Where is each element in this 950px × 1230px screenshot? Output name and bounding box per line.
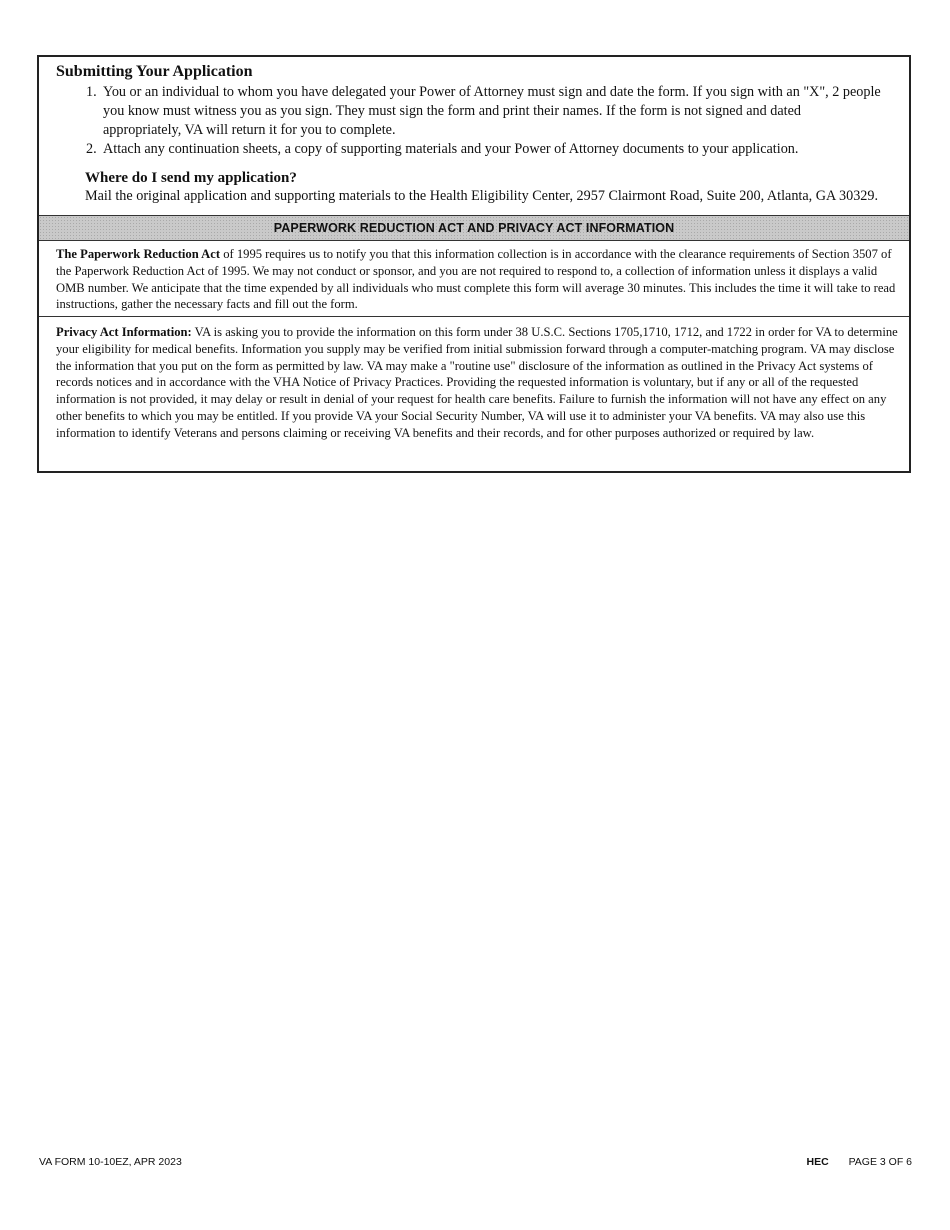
paragraph-lead: The Paperwork Reduction Act (56, 247, 221, 261)
list-item (39, 140, 909, 159)
page-number: PAGE 3 OF 6 (848, 1156, 912, 1168)
step-text: Attach any continuation sheets, a copy of supporting materials and your Power of Attorney documents to your application. (103, 141, 799, 157)
step-number: 1. (86, 84, 97, 100)
section-banner (39, 215, 909, 241)
paragraph-text: of 1995 requires us to notify you that this information collection is in accordance with the clearance requirements of Section 3507 of the Paperwork Reduction Act of 1995. We may not conduct or sponsor, and you are not required to respond to, a collection of information unless it displays a valid OMB number. We anticipate that the time expended by all individuals who must complete this form will average 30 minutes. This includes the time it will take to read instructions, gather the necessary facts and fill out the form. (56, 247, 896, 312)
where-heading: Where do I send my application? (85, 170, 297, 186)
banner-title: PAPERWORK REDUCTION ACT AND PRIVACY ACT INFORMATION (273, 221, 675, 235)
divider (39, 316, 909, 317)
step-number: 2. (86, 141, 97, 157)
steps-list (39, 83, 909, 159)
step-text: You or an individual to whom you have delegated your Power of Attorney must sign and date the form. If you sign with an "X", 2 people you know must witness you as you sign. They must sign the form and print their names. If the form is not signed and dated appropriately, VA will return it for you to complete. (103, 84, 881, 138)
submitting-section (39, 57, 909, 215)
paperwork-reduction-paragraph (56, 246, 908, 313)
mailing-instructions: Mail the original application and supporting materials to the Health Eligibility Center, 2957 Clairmont Road, Suite 200, Atlanta, GA 30329. (85, 188, 879, 204)
form-frame (37, 55, 911, 473)
section-title: Submitting Your Application (56, 63, 253, 80)
list-item (39, 83, 909, 140)
office-code: HEC (806, 1156, 829, 1168)
form-identifier: VA FORM 10-10EZ, APR 2023 (39, 1156, 182, 1168)
paragraph-lead: Privacy Act Information: (56, 325, 192, 339)
footer-page-info (806, 1156, 912, 1168)
paragraph-text: VA is asking you to provide the information on this form under 38 U.S.C. Sections 1705,1710, 1712, and 1722 in order for VA to determine your eligibility for medical benefits. Information you supply may be verified from initial submission forward through a computer-matching program. VA may disclose the information that you put on the form as permitted by law. VA may make a "routine use" disclosure of the information as outlined in the Privacy Act systems of records notices and in accordance with the VHA Notice of Privacy Practices. Providing the requested information is voluntary, but if any or all of the requested information is not provided, it may delay or result in denial of your request for health care benefits. Failure to furnish the information will not have any effect on any other benefits to which you may be entitled. If you provide VA your Social Security Number, VA will use it to administer your VA benefits. VA may also use this information to identify Veterans and persons claiming or receiving VA benefits and their records, and for other purposes authorized or required by law. (56, 325, 898, 440)
privacy-act-paragraph (56, 324, 908, 442)
